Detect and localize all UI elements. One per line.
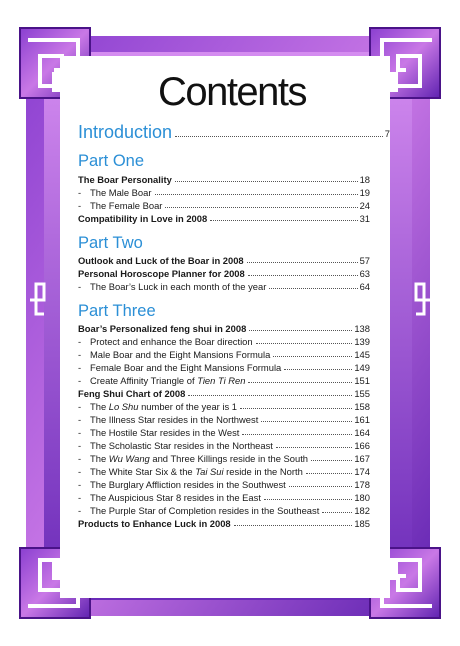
toc-entry[interactable] — [78, 465, 370, 477]
leader-dots — [273, 356, 352, 357]
dash-bullet: - — [78, 401, 82, 412]
toc-page-number: 139 — [354, 336, 370, 347]
toc-entry-label: Protect and enhance the Boar direction — [90, 336, 253, 347]
dash-bullet: - — [78, 440, 82, 451]
dash-bullet: - — [78, 281, 82, 292]
toc-entry[interactable] — [78, 280, 370, 292]
toc-page-number: 178 — [354, 479, 370, 490]
toc-entry[interactable] — [78, 387, 370, 399]
dash-bullet: - — [78, 336, 82, 347]
toc-page-number: 24 — [359, 200, 370, 211]
toc-entry[interactable] — [78, 452, 370, 464]
leader-dots — [242, 434, 352, 435]
toc-page-number: 64 — [359, 281, 370, 292]
toc-entry[interactable] — [78, 400, 370, 412]
toc-entry[interactable] — [78, 254, 370, 266]
leader-dots — [289, 486, 353, 487]
toc-page-number: 161 — [354, 414, 370, 425]
toc-page-number: 182 — [354, 505, 370, 516]
toc-entry-label: Personal Horoscope Planner for 2008 — [78, 268, 245, 279]
leader-dots — [248, 382, 352, 383]
dash-bullet: - — [78, 375, 82, 386]
toc-entry[interactable] — [78, 348, 370, 360]
toc-entry-label: The Burglary Affliction resides in the Southwest — [90, 479, 286, 490]
toc-page-number: 180 — [354, 492, 370, 503]
leader-dots — [276, 447, 352, 448]
leader-dots — [284, 369, 352, 370]
dash-bullet: - — [78, 427, 82, 438]
toc-entry-label: Boar’s Personalized feng shui in 2008 — [78, 323, 247, 334]
toc-entry-label: Products to Enhance Luck in 2008 — [78, 518, 231, 529]
part-one-heading: Part One — [78, 152, 145, 170]
leader-dots — [249, 330, 352, 331]
toc-entry-label: The Wu Wang and Three Killings reside in the South — [90, 453, 309, 464]
toc-page-number: 164 — [354, 427, 370, 438]
leader-dots — [306, 473, 353, 474]
part-two-heading: Part Two — [78, 234, 143, 252]
leader-dots — [175, 181, 358, 182]
toc-entry-label: The Scholastic Star resides in the Northeast — [90, 440, 273, 451]
toc-entry-label: Introduction — [78, 122, 173, 142]
leader-dots — [264, 499, 352, 500]
toc-entry-label: The White Star Six & the Tai Sui reside in the North — [90, 466, 303, 477]
toc-entry[interactable] — [78, 173, 370, 185]
leader-dots — [269, 288, 357, 289]
dash-bullet: - — [78, 492, 82, 503]
toc-entry[interactable] — [78, 504, 370, 516]
dash-bullet: - — [78, 349, 82, 360]
leader-dots — [175, 136, 383, 137]
toc-entry[interactable] — [78, 322, 370, 334]
leader-dots — [210, 220, 357, 221]
leader-dots — [311, 460, 352, 461]
page-title: Contents — [157, 70, 307, 114]
toc-entry-label: The Purple Star of Completion resides in the Southeast — [90, 505, 320, 516]
toc-entry[interactable] — [78, 374, 370, 386]
leader-dots — [240, 408, 352, 409]
toc-introduction[interactable] — [78, 122, 390, 142]
toc-entry-label: Create Affinity Triangle of Tien Ti Ren — [90, 375, 246, 386]
toc-entry-label: Feng Shui Chart of 2008 — [78, 388, 186, 399]
toc-page-number: 185 — [354, 518, 370, 529]
toc-entry[interactable] — [78, 212, 370, 224]
leader-dots — [261, 421, 352, 422]
toc-entry[interactable] — [78, 199, 370, 211]
toc-page-number: 19 — [359, 187, 370, 198]
toc-entry-label: The Illness Star resides in the Northwest — [90, 414, 259, 425]
leader-dots — [248, 275, 358, 276]
toc-entry-label: Compatibility in Love in 2008 — [78, 213, 208, 224]
leader-dots — [165, 207, 357, 208]
toc-page-number: 57 — [359, 255, 370, 266]
dash-bullet: - — [78, 479, 82, 490]
toc-page-number: 149 — [354, 362, 370, 373]
dash-bullet: - — [78, 187, 82, 198]
toc-entry[interactable] — [78, 478, 370, 490]
toc-entry[interactable] — [78, 186, 370, 198]
dash-bullet: - — [78, 200, 82, 211]
toc-page-number: 167 — [354, 453, 370, 464]
toc-page-number: 31 — [359, 213, 370, 224]
dash-bullet: - — [78, 414, 82, 425]
toc-entry-label: The Boar’s Luck in each month of the year — [90, 281, 267, 292]
dash-bullet: - — [78, 453, 82, 464]
dash-bullet: - — [78, 466, 82, 477]
toc-entry-label: The Female Boar — [90, 200, 163, 211]
toc-entry[interactable] — [78, 491, 370, 503]
toc-page-number: 174 — [354, 466, 370, 477]
toc-page-number: 138 — [354, 323, 370, 334]
leader-dots — [155, 194, 358, 195]
toc-page-number: 151 — [354, 375, 370, 386]
toc-entry-label: Male Boar and the Eight Mansions Formula — [90, 349, 271, 360]
toc-entry[interactable] — [78, 517, 370, 529]
toc-page-number: 166 — [354, 440, 370, 451]
toc-entry[interactable] — [78, 335, 370, 347]
toc-page-number: 158 — [354, 401, 370, 412]
toc-entry-label: Female Boar and the Eight Mansions Formula — [90, 362, 282, 373]
contents-panel — [62, 58, 390, 596]
toc-entry-label: The Lo Shu number of the year is 1 — [90, 401, 237, 412]
dash-bullet: - — [78, 505, 82, 516]
toc-entry-label: The Boar Personality — [78, 174, 172, 185]
toc-page-number: 145 — [354, 349, 370, 360]
toc-entry[interactable] — [78, 413, 370, 425]
toc-page-number: 155 — [354, 388, 370, 399]
toc-entry-label: The Auspicious Star 8 resides in the East — [90, 492, 261, 503]
leader-dots — [234, 525, 353, 526]
leader-dots — [322, 512, 352, 513]
leader-dots — [256, 343, 353, 344]
leader-dots — [188, 395, 352, 396]
toc-entry[interactable] — [78, 439, 370, 451]
part-three-heading: Part Three — [78, 302, 156, 320]
toc-entry[interactable] — [78, 426, 370, 438]
toc-page-number: 18 — [359, 174, 370, 185]
toc-entry-label: The Hostile Star resides in the West — [90, 427, 240, 438]
toc-entry-label: The Male Boar — [90, 187, 152, 198]
dash-bullet: - — [78, 362, 82, 373]
toc-entry[interactable] — [78, 267, 370, 279]
leader-dots — [247, 262, 358, 263]
toc-page-number: 7 — [384, 128, 390, 139]
toc-page-number: 63 — [359, 268, 370, 279]
toc-entry-label: Outlook and Luck of the Boar in 2008 — [78, 255, 244, 266]
toc-entry[interactable] — [78, 361, 370, 373]
